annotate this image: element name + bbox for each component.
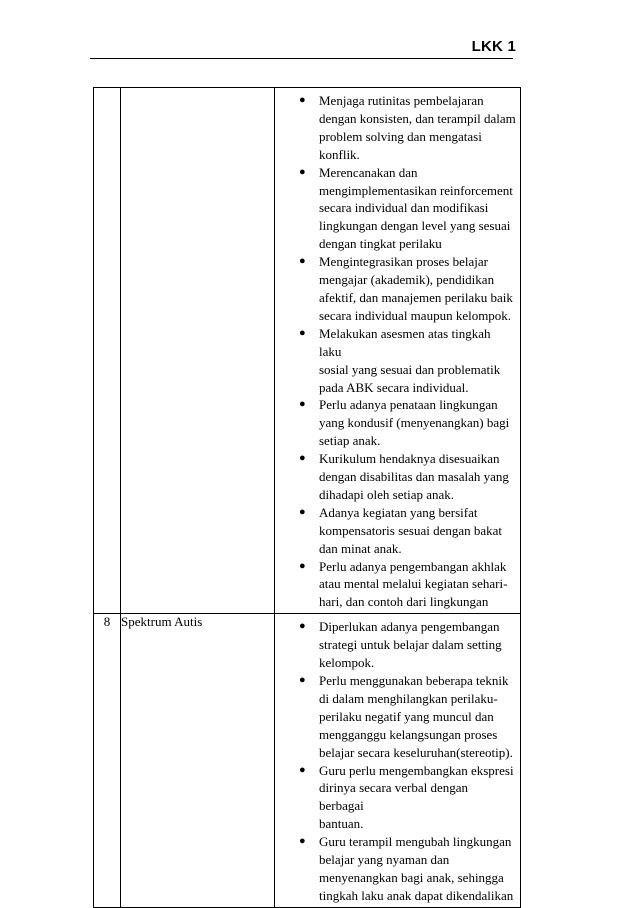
list-item-line: Merencanakan dan — [319, 164, 418, 180]
list-item-line: konflik. — [319, 146, 360, 162]
bullet-icon: ● — [299, 559, 306, 572]
list-item-line: yang kondusif (menyenangkan) bagi — [319, 415, 510, 431]
list-item-line: dengan disabilitas dan masalah yang — [319, 469, 509, 485]
list-item-line: dan minat anak. — [319, 540, 402, 556]
bullet-icon: ● — [299, 452, 306, 465]
bullet-icon: ● — [299, 763, 306, 776]
list-item — [275, 833, 516, 905]
row-number-cell: 8 — [94, 614, 121, 908]
table-row — [94, 614, 521, 908]
category-cell — [121, 88, 275, 614]
recommendations-cell — [275, 88, 521, 614]
list-item-line: pada ABK secara individual. — [319, 379, 469, 395]
recommendation-list — [275, 614, 520, 907]
list-item — [275, 618, 516, 672]
list-item-line: mengganggu kelangsungan proses — [319, 726, 498, 742]
list-item — [275, 558, 516, 612]
list-item-line: afektif, dan manajemen perilaku baik — [319, 289, 513, 305]
list-item-line: secara individual dan modifikasi — [319, 200, 489, 216]
table-row — [94, 88, 521, 614]
list-item — [275, 396, 516, 450]
list-item-line: mengimplementasikan reinforcement — [319, 182, 513, 198]
bullet-icon: ● — [299, 674, 306, 686]
list-item-line: Adanya kegiatan yang bersifat — [319, 504, 478, 520]
list-item-line: belajar secara keseluruhan(stereotip). — [319, 744, 513, 760]
list-item — [275, 672, 516, 762]
list-item — [275, 450, 516, 504]
list-item-line: perilaku negatif yang muncul dan — [319, 708, 494, 724]
recommendation-list — [275, 88, 520, 613]
list-item-line: Guru perlu mengembangkan ekspresi — [319, 762, 514, 778]
lkk-table — [93, 87, 521, 908]
bullet-icon: ● — [299, 505, 306, 518]
list-item — [275, 253, 516, 325]
list-item-line: di dalam menghilangkan perilaku- — [319, 690, 498, 706]
list-item-line: mengajar (akademik), pendidikan — [319, 272, 495, 288]
list-item-line: Guru terampil mengubah lingkungan — [319, 834, 512, 850]
list-item-line: atau mental melalui kegiatan sehari- — [319, 576, 508, 592]
list-item-line: strategi untuk belajar dalam setting — [319, 637, 502, 653]
bullet-icon: ● — [299, 255, 306, 268]
list-item-line: Kurikulum hendaknya disesuaikan — [319, 451, 500, 467]
list-item-line: tingkah laku anak dapat dikendalikan — [319, 887, 514, 903]
list-item-line: kompensatoris sesuai dengan bakat — [319, 522, 503, 538]
list-item — [275, 164, 516, 254]
bullet-icon: ● — [299, 326, 306, 339]
list-item-line: sosial yang sesuai dan problematik — [319, 361, 501, 377]
list-item-line: Perlu adanya penataan lingkungan — [319, 397, 498, 413]
category-cell: Spektrum Autis — [121, 614, 275, 908]
bullet-icon: ● — [299, 398, 306, 411]
list-item-line: menyenangkan bagi anak, sehingga — [319, 869, 504, 885]
header-rule — [90, 58, 513, 59]
list-item-line: Mengintegrasikan proses belajar — [319, 254, 488, 270]
list-item-line: bantuan. — [319, 816, 364, 832]
bullet-icon: ● — [299, 620, 306, 633]
bullet-icon: ● — [299, 94, 306, 106]
list-item-line: Perlu adanya pengembangan akhlak — [319, 558, 507, 574]
list-item-line: dihadapi oleh setiap anak. — [319, 486, 455, 502]
list-item — [275, 92, 516, 164]
list-item-line: dirinya secara verbal dengan berbagai — [319, 780, 469, 814]
list-item-line: Diperlukan adanya pengembangan — [319, 619, 500, 635]
list-item — [275, 325, 516, 397]
bullet-icon: ● — [299, 165, 306, 178]
list-item-line: secara individual maupun kelompok. — [319, 307, 512, 323]
list-item — [275, 762, 516, 834]
list-item-line: Menjaga rutinitas pembelajaran — [319, 93, 484, 108]
list-item — [275, 504, 516, 558]
list-item-line: Perlu menggunakan beberapa teknik — [319, 673, 509, 688]
row-number-cell — [94, 88, 121, 614]
list-item-line: Melakukan asesmen atas tingkah laku — [319, 325, 491, 359]
bullet-icon: ● — [299, 835, 306, 848]
list-item-line: hari, dan contoh dari lingkungan — [319, 594, 489, 610]
list-item-line: problem solving dan mengatasi — [319, 128, 482, 144]
list-item-line: kelompok. — [319, 655, 375, 671]
list-item-line: lingkungan dengan level yang sesuai — [319, 218, 511, 234]
recommendations-cell — [275, 614, 521, 908]
list-item-line: dengan tingkat perilaku — [319, 236, 442, 252]
list-item-line: dengan konsisten, dan terampil dalam — [319, 110, 516, 126]
table-body — [94, 88, 521, 908]
document-code: LKK 1 — [471, 38, 516, 55]
list-item-line: setiap anak. — [319, 433, 381, 449]
list-item-line: belajar yang nyaman dan — [319, 852, 450, 868]
